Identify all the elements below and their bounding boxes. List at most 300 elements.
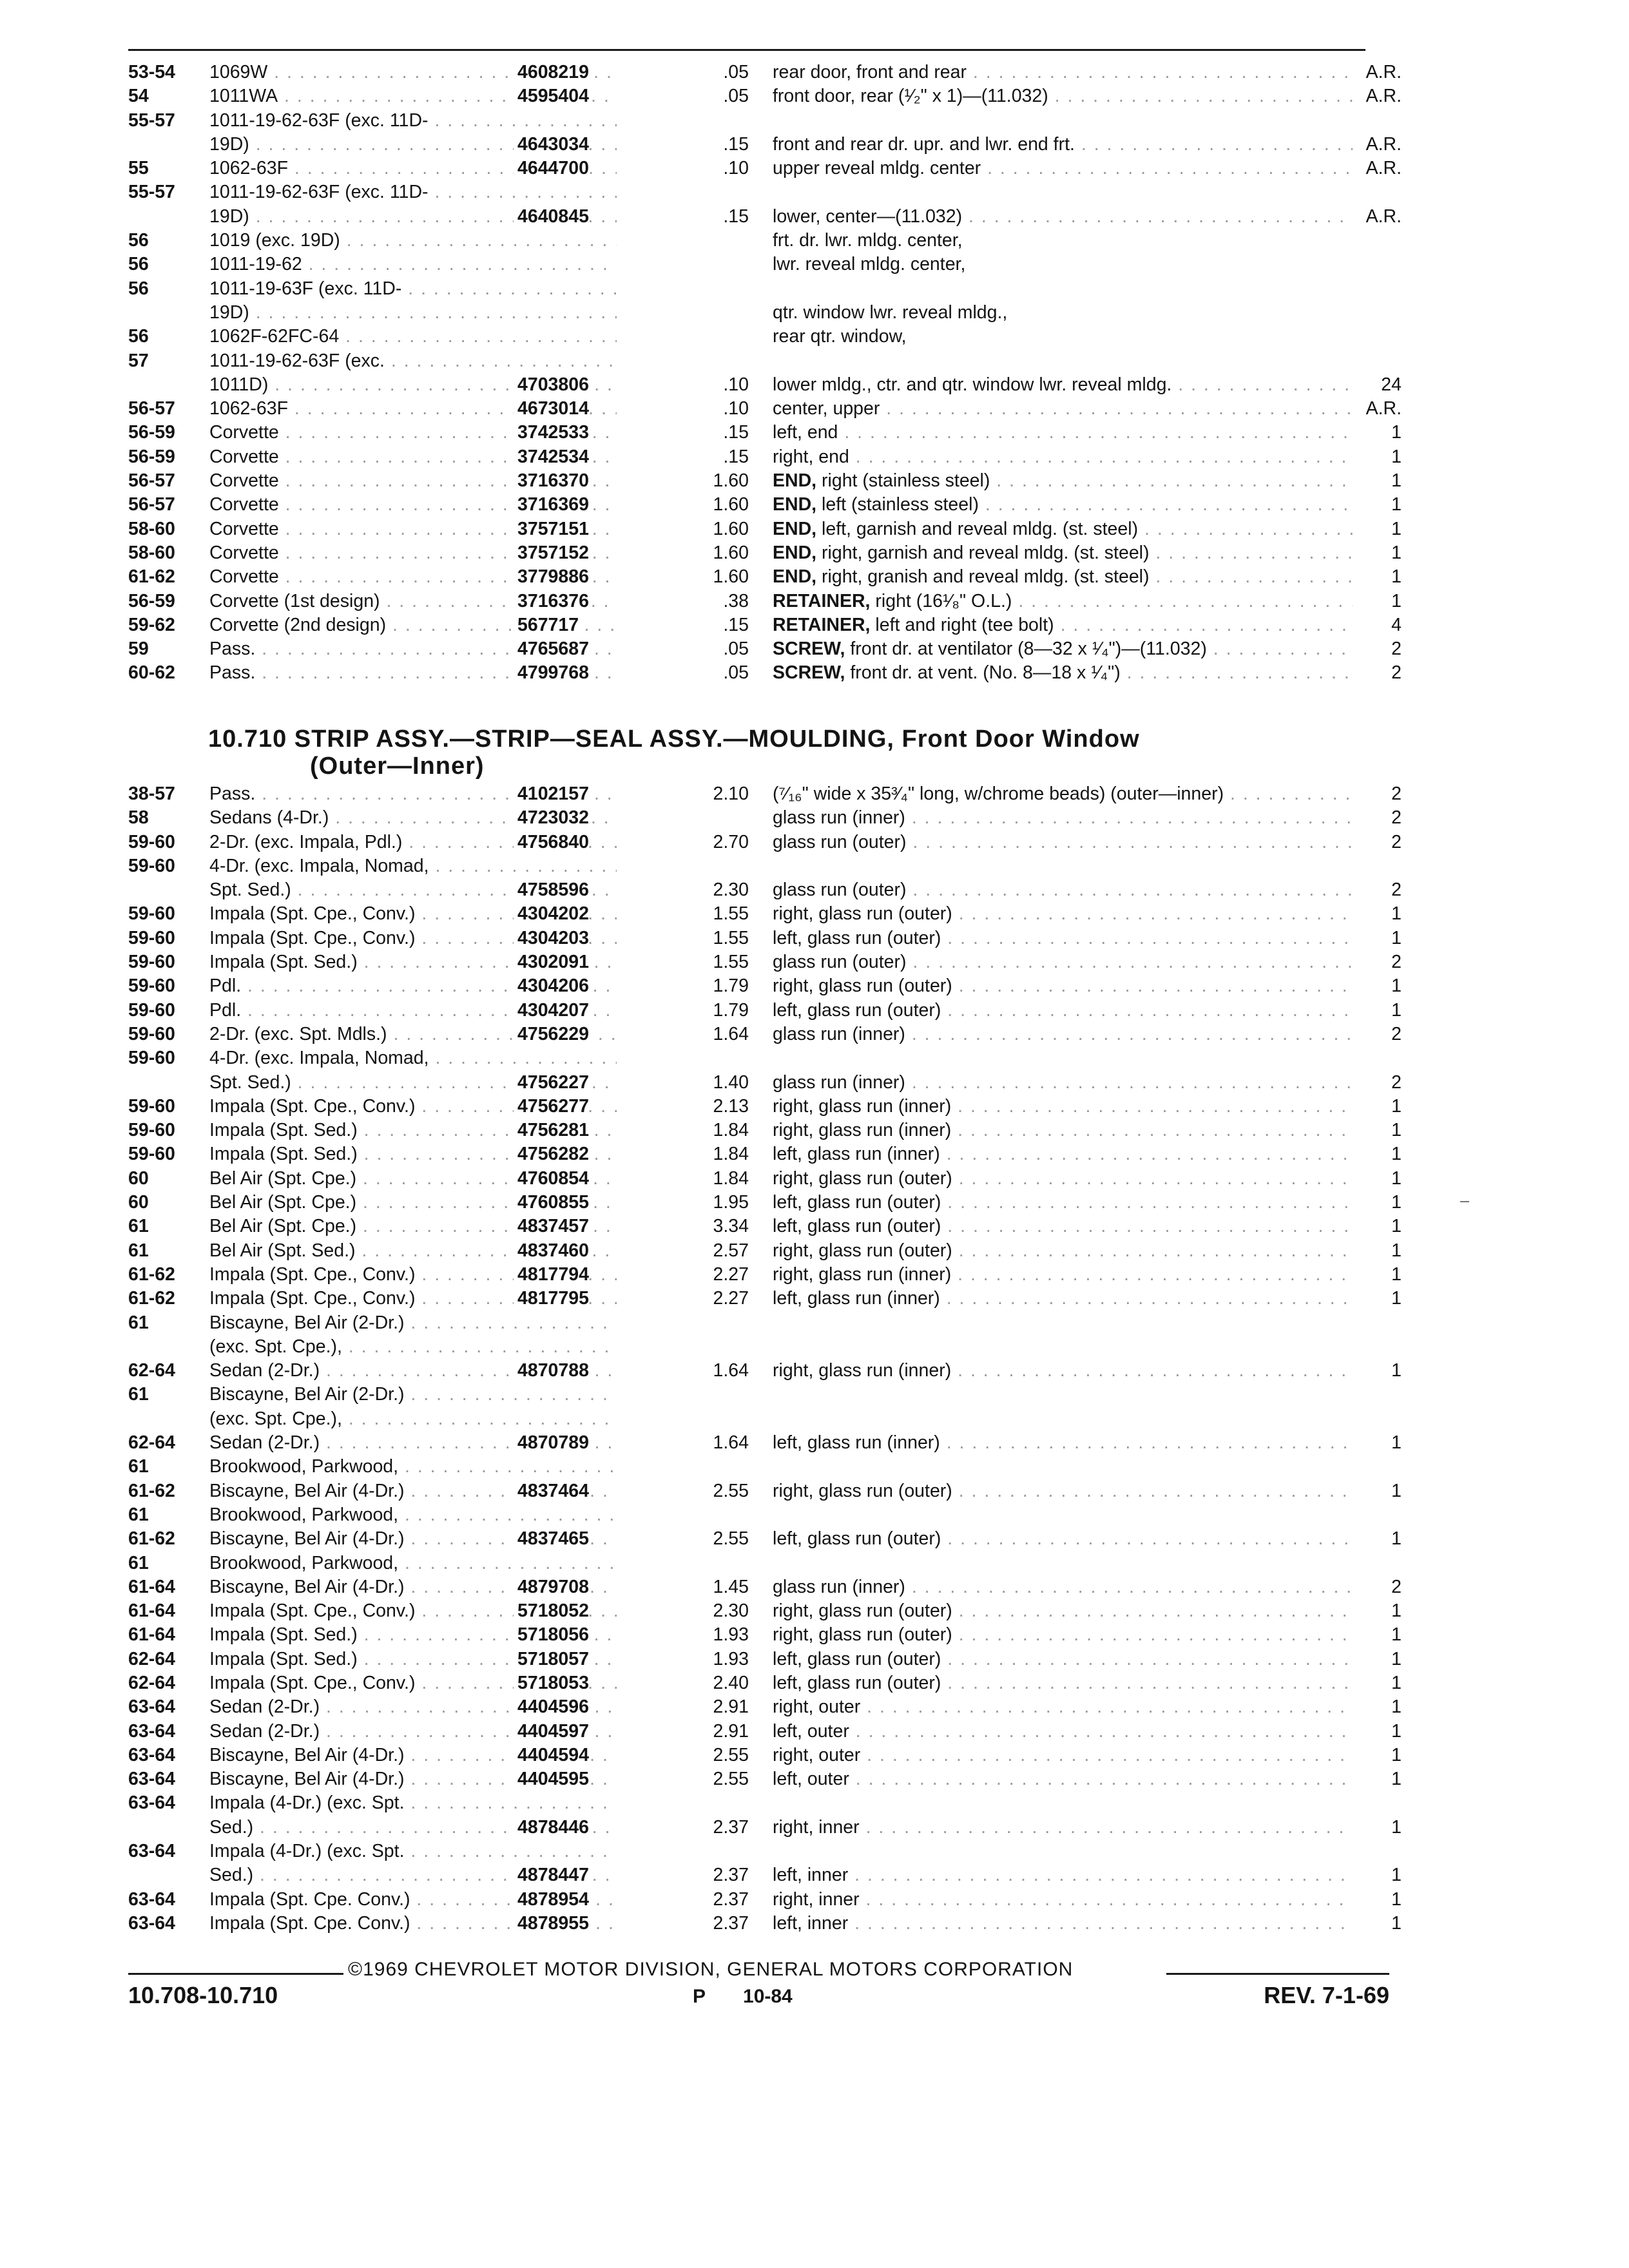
description <box>773 445 1353 469</box>
application: Pass. . . . <box>209 661 617 685</box>
description-text: front dr. at vent. (No. 8—18 x ¹⁄₄") <box>850 662 1121 684</box>
quantity: 1 <box>1387 1191 1402 1215</box>
price: 1.60 <box>713 470 749 492</box>
description <box>773 1575 1353 1599</box>
quantity: 1 <box>1387 517 1402 541</box>
description-text: qtr. window lwr. reveal mldg., <box>773 302 1008 323</box>
application: 19D) . . . <box>209 301 617 325</box>
model-years: 54 <box>128 86 149 107</box>
description-text: right, glass run (inner) <box>773 1264 952 1285</box>
application: Brookwood, Parkwood, . . . <box>209 1552 617 1575</box>
quantity: 1 <box>1387 565 1402 589</box>
price: 1.64 <box>713 1023 749 1044</box>
part-number: 3779886 <box>514 565 589 589</box>
description-text: left, glass run (inner) <box>773 1432 940 1454</box>
description-text: left, outer <box>773 1720 849 1742</box>
part-number: 4756282 <box>514 1142 589 1166</box>
table-row <box>128 1552 1402 1575</box>
part-number: 4723032 <box>514 806 589 830</box>
table-row <box>128 902 1402 926</box>
model-years: 61-64 <box>128 1600 175 1622</box>
quantity: 4 <box>1387 613 1402 637</box>
part-number: 4404595 <box>514 1767 589 1791</box>
part-number: 5718056 <box>514 1623 589 1647</box>
item-keyword: SCREW, <box>773 662 845 684</box>
application: Brookwood, Parkwood, . . . <box>209 1455 617 1479</box>
quantity: 1 <box>1387 421 1402 445</box>
table-row <box>128 109 1402 133</box>
application: Impala (Spt. Cpe., Conv.) . . . <box>209 1263 617 1287</box>
model-years: 60 <box>128 1192 149 1213</box>
price: .10 <box>723 398 749 419</box>
application: Bel Air (Spt. Cpe.) . . . <box>209 1167 617 1191</box>
model-years: 63-64 <box>128 1888 175 1910</box>
model-years: 56-59 <box>128 446 175 467</box>
application: Biscayne, Bel Air (2-Dr.) . . . <box>209 1383 617 1407</box>
application: Impala (Spt. Sed.) . . . <box>209 1119 617 1142</box>
part-number: 4102157 <box>514 782 589 806</box>
description-text: left, glass run (outer) <box>773 1672 941 1693</box>
application: 1011D) . . . <box>209 373 617 397</box>
price: 2.37 <box>713 1888 749 1910</box>
description-text: right, outer <box>773 1696 861 1718</box>
price: 1.84 <box>713 1120 749 1141</box>
item-keyword: END, <box>773 494 817 515</box>
quantity: 1 <box>1387 1095 1402 1119</box>
quantity: 2 <box>1387 1575 1402 1599</box>
table-row <box>128 1767 1402 1791</box>
description-text: right, glass run (inner) <box>773 1120 952 1141</box>
description-text: glass run (inner) <box>773 1072 905 1093</box>
description-text: left, glass run (inner) <box>773 1288 940 1309</box>
model-years: 55-57 <box>128 110 175 131</box>
description-text: left, end <box>773 422 838 443</box>
price: .05 <box>723 662 749 684</box>
price: .10 <box>723 158 749 179</box>
price: 1.55 <box>713 903 749 925</box>
part-number: 3757152 <box>514 541 589 565</box>
quantity: 1 <box>1387 1142 1402 1166</box>
application: Bel Air (Spt. Sed.) . . . <box>209 1239 617 1263</box>
footer-rule-left <box>128 1973 343 1975</box>
application: Sedan (2-Dr.) . . . <box>209 1720 617 1744</box>
table-row <box>128 1720 1402 1744</box>
application: Corvette . . . <box>209 565 617 589</box>
price: 1.64 <box>713 1432 749 1454</box>
model-years: 59-60 <box>128 831 175 852</box>
model-years: 57 <box>128 350 149 371</box>
copyright-notice: ©1969 CHEVROLET MOTOR DIVISION, GENERAL MOTORS CORPORATION <box>348 1959 1074 1980</box>
model-years: 56 <box>128 326 149 347</box>
table-row <box>128 84 1402 108</box>
part-number: 4870788 <box>514 1359 589 1383</box>
table-row <box>128 1503 1402 1527</box>
part-number: 4879708 <box>514 1575 589 1599</box>
table-row <box>128 974 1402 998</box>
table-row <box>128 878 1402 902</box>
part-number: 4640845 <box>514 205 589 229</box>
part-number: 4644700 <box>514 157 589 180</box>
price: 1.79 <box>713 975 749 997</box>
price: 2.37 <box>713 1912 749 1934</box>
table-row <box>128 1575 1402 1599</box>
table-row <box>128 421 1402 445</box>
application: 2-Dr. (exc. Spt. Mdls.) . . . <box>209 1023 617 1046</box>
part-number: 4756840 <box>514 831 589 854</box>
model-years: 62-64 <box>128 1360 175 1381</box>
description <box>773 1023 1353 1046</box>
quantity: 2 <box>1387 831 1402 854</box>
description-text: left, glass run (outer) <box>773 1528 941 1550</box>
description-text: left, inner <box>773 1912 849 1934</box>
part-number: 5718053 <box>514 1671 589 1695</box>
table-row <box>128 469 1402 493</box>
quantity: A.R. <box>1362 157 1402 180</box>
description-text: left, glass run (outer) <box>773 1648 941 1669</box>
price: 2.37 <box>713 1816 749 1838</box>
description-text: glass run (outer) <box>773 831 907 852</box>
model-years: 61-62 <box>128 1528 175 1550</box>
description <box>773 1599 1353 1623</box>
model-years: 59-60 <box>128 975 175 997</box>
price: 2.57 <box>713 1240 749 1261</box>
model-years: 61 <box>128 1312 149 1333</box>
model-years: 56-57 <box>128 398 175 419</box>
application: 1011-19-63F (exc. 11D- . . . <box>209 277 617 301</box>
table-row <box>128 1119 1402 1142</box>
description-text: glass run (inner) <box>773 807 905 829</box>
part-number: 5718057 <box>514 1648 589 1671</box>
footer-rule-right <box>1166 1973 1389 1975</box>
application: Sedan (2-Dr.) . . . <box>209 1359 617 1383</box>
application: 4-Dr. (exc. Impala, Nomad, . . . <box>209 1046 617 1070</box>
price: 2.37 <box>713 1865 749 1886</box>
table-row <box>128 229 1402 253</box>
quantity: 1 <box>1387 902 1402 926</box>
quantity: A.R. <box>1362 61 1402 84</box>
table-row <box>128 1816 1402 1840</box>
application: Impala (Spt. Cpe., Conv.) . . . <box>209 927 617 950</box>
item-keyword: END, <box>773 470 817 492</box>
table-row <box>128 1840 1402 1863</box>
model-years: 62-64 <box>128 1672 175 1693</box>
part-number: 4837457 <box>514 1215 589 1238</box>
application: Spt. Sed.) . . . <box>209 1071 617 1095</box>
application: Sed.) . . . <box>209 1863 617 1887</box>
part-number: 3742533 <box>514 421 589 445</box>
model-years: 55 <box>128 158 149 179</box>
description-text: left and right (tee bolt) <box>875 614 1054 635</box>
table-row <box>128 1407 1402 1431</box>
description <box>773 1767 1353 1791</box>
model-years: 59-60 <box>128 1095 175 1117</box>
application: Pdl. . . . <box>209 974 617 998</box>
description <box>773 1479 1353 1503</box>
part-number: 567717 <box>514 613 579 637</box>
model-years: 62-64 <box>128 1648 175 1669</box>
part-number: 4673014 <box>514 397 589 421</box>
part-number: 4837464 <box>514 1479 589 1503</box>
section-heading-title: 10.710 STRIP ASSY.—STRIP—SEAL ASSY.—MOULDING, Front Door Window <box>208 726 1140 753</box>
part-number: 4870789 <box>514 1431 589 1455</box>
price: 1.60 <box>713 518 749 539</box>
section-heading-subtitle: (Outer—Inner) <box>310 753 485 780</box>
description-text: glass run (inner) <box>773 1576 905 1597</box>
application: Sedan (2-Dr.) . . . <box>209 1431 617 1455</box>
model-years: 61-64 <box>128 1576 175 1597</box>
table-row <box>128 325 1402 349</box>
model-years: 61-62 <box>128 1288 175 1309</box>
model-years: 60 <box>128 1168 149 1189</box>
model-years: 59-60 <box>128 952 175 973</box>
quantity: 1 <box>1387 1744 1402 1767</box>
price: 1.60 <box>713 566 749 588</box>
description-text: right, glass run (outer) <box>773 1600 952 1622</box>
description <box>773 301 1353 325</box>
price: 2.91 <box>713 1696 749 1718</box>
description-text: right, outer <box>773 1744 861 1765</box>
application: Sedan (2-Dr.) . . . <box>209 1695 617 1719</box>
table-row <box>128 349 1402 373</box>
price: 2.13 <box>713 1095 749 1117</box>
model-years: 55-57 <box>128 182 175 203</box>
application: Impala (Spt. Cpe., Conv.) . . . <box>209 1599 617 1623</box>
model-years: 56 <box>128 278 149 299</box>
part-number: 4703806 <box>514 373 589 397</box>
model-years: 61-62 <box>128 1480 175 1501</box>
item-keyword: END, <box>773 518 817 539</box>
model-years: 59-60 <box>128 1144 175 1165</box>
part-number: 4595404 <box>514 84 589 108</box>
part-number: 4878447 <box>514 1863 589 1887</box>
description <box>773 806 1353 830</box>
model-years: 58 <box>128 807 149 829</box>
quantity: 1 <box>1387 999 1402 1023</box>
price: 2.55 <box>713 1769 749 1790</box>
parts-table-10-710 <box>128 782 1402 1936</box>
table-row <box>128 133 1402 157</box>
description-text: left, glass run (inner) <box>773 1144 940 1165</box>
application: Impala (Spt. Cpe. Conv.) . . . <box>209 1912 617 1936</box>
item-keyword: END, <box>773 566 817 588</box>
page-letter: P <box>693 1986 706 2007</box>
application: 1011-19-62-63F (exc. . . . <box>209 349 617 373</box>
description-text: right, glass run (outer) <box>773 903 952 925</box>
description-text: front and rear dr. upr. and lwr. end frt. <box>773 133 1075 155</box>
description <box>773 1431 1353 1455</box>
description-text: glass run (outer) <box>773 952 907 973</box>
description-text: (⁷⁄₁₆" wide x 35³⁄₄" long, w/chrome beads) (outer—inner) <box>773 783 1224 804</box>
quantity: 1 <box>1387 1263 1402 1287</box>
table-row <box>128 277 1402 301</box>
item-keyword: RETAINER, <box>773 614 871 635</box>
price: 1.55 <box>713 927 749 948</box>
application: 1062-63F . . . <box>209 157 617 180</box>
quantity: 24 <box>1377 373 1402 397</box>
model-years: 61 <box>128 1216 149 1237</box>
application: Impala (Spt. Cpe., Conv.) . . . <box>209 1671 617 1695</box>
model-years: 59-60 <box>128 1048 175 1069</box>
price: 1.79 <box>713 999 749 1021</box>
description-text: left, glass run (outer) <box>773 999 941 1021</box>
description <box>773 421 1353 445</box>
description <box>773 1863 1353 1887</box>
model-years: 58-60 <box>128 542 175 563</box>
quantity: 1 <box>1387 493 1402 517</box>
description-text: left (stainless steel) <box>822 494 979 515</box>
description-text: lower, center—(11.032) <box>773 206 963 227</box>
model-years: 56 <box>128 230 149 251</box>
model-years: 61 <box>128 1456 149 1477</box>
description-text: rear qtr. window, <box>773 326 907 347</box>
description <box>773 61 1353 84</box>
model-years: 56 <box>128 254 149 275</box>
description <box>773 1816 1353 1840</box>
application: Impala (4-Dr.) (exc. Spt. . . . <box>209 1840 617 1863</box>
quantity: 1 <box>1387 1239 1402 1263</box>
model-years: 38-57 <box>128 783 175 804</box>
part-number: 4837465 <box>514 1527 589 1551</box>
price: .10 <box>723 374 749 395</box>
model-years: 61 <box>128 1552 149 1573</box>
item-keyword: END, <box>773 542 817 563</box>
table-row <box>128 1912 1402 1936</box>
table-row <box>128 1383 1402 1407</box>
part-number: 4878446 <box>514 1816 589 1840</box>
model-years: 61 <box>128 1504 149 1525</box>
model-years: 63-64 <box>128 1720 175 1742</box>
table-row <box>128 180 1402 204</box>
price: 1.84 <box>713 1168 749 1189</box>
description <box>773 493 1353 517</box>
page-number: 10-84 <box>743 1986 793 2007</box>
quantity: 1 <box>1387 590 1402 613</box>
model-years: 56-57 <box>128 470 175 492</box>
table-row <box>128 565 1402 589</box>
description <box>773 902 1353 926</box>
quantity: 1 <box>1387 1863 1402 1887</box>
price: .15 <box>723 422 749 443</box>
table-row <box>128 854 1402 878</box>
part-number: 3742534 <box>514 445 589 469</box>
table-row <box>128 1695 1402 1719</box>
table-row <box>128 1046 1402 1070</box>
application: Corvette . . . <box>209 421 617 445</box>
table-row <box>128 950 1402 974</box>
item-keyword: SCREW, <box>773 639 845 660</box>
description <box>773 1142 1353 1166</box>
application: 4-Dr. (exc. Impala, Nomad, . . . <box>209 854 617 878</box>
part-number: 4404597 <box>514 1720 589 1744</box>
quantity: 1 <box>1387 1912 1402 1936</box>
part-number: 3716376 <box>514 590 589 613</box>
description <box>773 661 1353 685</box>
model-years: 59-60 <box>128 903 175 925</box>
description-text: lower mldg., ctr. and qtr. window lwr. reveal mldg. <box>773 374 1172 395</box>
model-years: 59-60 <box>128 855 175 876</box>
quantity: A.R. <box>1362 133 1402 157</box>
description-text: rear door, front and rear <box>773 62 967 82</box>
price: 1.93 <box>713 1624 749 1646</box>
description-text: right, end <box>773 446 849 467</box>
description-text: left, garnish and reveal mldg. (st. steel) <box>822 518 1139 539</box>
quantity: 2 <box>1387 806 1402 830</box>
application: Biscayne, Bel Air (4-Dr.) . . . <box>209 1767 617 1791</box>
table-row <box>128 806 1402 830</box>
quantity: 1 <box>1387 445 1402 469</box>
model-years: 59-60 <box>128 1120 175 1141</box>
quantity: 1 <box>1387 1767 1402 1791</box>
application: Pdl. . . . <box>209 999 617 1023</box>
application: 19D) . . . <box>209 205 617 229</box>
quantity: 1 <box>1387 1888 1402 1912</box>
description <box>773 325 1353 349</box>
part-number: 4302091 <box>514 950 589 974</box>
description-text: right, glass run (outer) <box>773 975 952 997</box>
description <box>773 1527 1353 1551</box>
description <box>773 590 1353 613</box>
description-text: upper reveal mldg. center <box>773 158 981 179</box>
table-row <box>128 1071 1402 1095</box>
price: .15 <box>723 206 749 227</box>
description <box>773 469 1353 493</box>
table-row <box>128 445 1402 469</box>
quantity: 1 <box>1387 1167 1402 1191</box>
price: 2.27 <box>713 1288 749 1309</box>
part-number: 4756227 <box>514 1071 589 1095</box>
model-years: 63-64 <box>128 1696 175 1718</box>
table-row <box>128 1791 1402 1815</box>
price: .05 <box>723 86 749 107</box>
description <box>773 1671 1353 1695</box>
description <box>773 782 1353 806</box>
price: 2.27 <box>713 1264 749 1285</box>
application: Impala (Spt. Cpe., Conv.) . . . <box>209 1287 617 1311</box>
model-years: 63-64 <box>128 1912 175 1934</box>
description <box>773 878 1353 902</box>
quantity: 1 <box>1387 1816 1402 1840</box>
description <box>773 84 1353 108</box>
table-row <box>128 205 1402 229</box>
table-row <box>128 1263 1402 1287</box>
application: Corvette (1st design) . . . <box>209 590 617 613</box>
application: Bel Air (Spt. Cpe.) . . . <box>209 1191 617 1215</box>
table-row <box>128 1239 1402 1263</box>
model-years: 61 <box>128 1240 149 1261</box>
description-text: right, glass run (outer) <box>773 1168 952 1189</box>
table-row <box>128 1455 1402 1479</box>
application: Corvette . . . <box>209 541 617 565</box>
table-row <box>128 1359 1402 1383</box>
quantity: 1 <box>1387 541 1402 565</box>
model-years: 56-59 <box>128 590 175 611</box>
section-heading-10-710 <box>208 726 1140 780</box>
application: Bel Air (Spt. Cpe.) . . . <box>209 1215 617 1238</box>
price: 2.55 <box>713 1480 749 1501</box>
part-number: 5718052 <box>514 1599 589 1623</box>
part-number: 4760854 <box>514 1167 589 1191</box>
description-text: left, inner <box>773 1865 849 1886</box>
page-number-block <box>693 1986 793 2008</box>
application: 1011-19-62-63F (exc. 11D- . . . <box>209 180 617 204</box>
description-text: frt. dr. lwr. mldg. center, <box>773 230 963 251</box>
quantity: 1 <box>1387 1695 1402 1719</box>
description <box>773 157 1353 180</box>
description-text: glass run (outer) <box>773 879 907 901</box>
model-years: 53-54 <box>128 62 175 82</box>
description <box>773 1215 1353 1238</box>
application: Impala (Spt. Sed.) . . . <box>209 950 617 974</box>
